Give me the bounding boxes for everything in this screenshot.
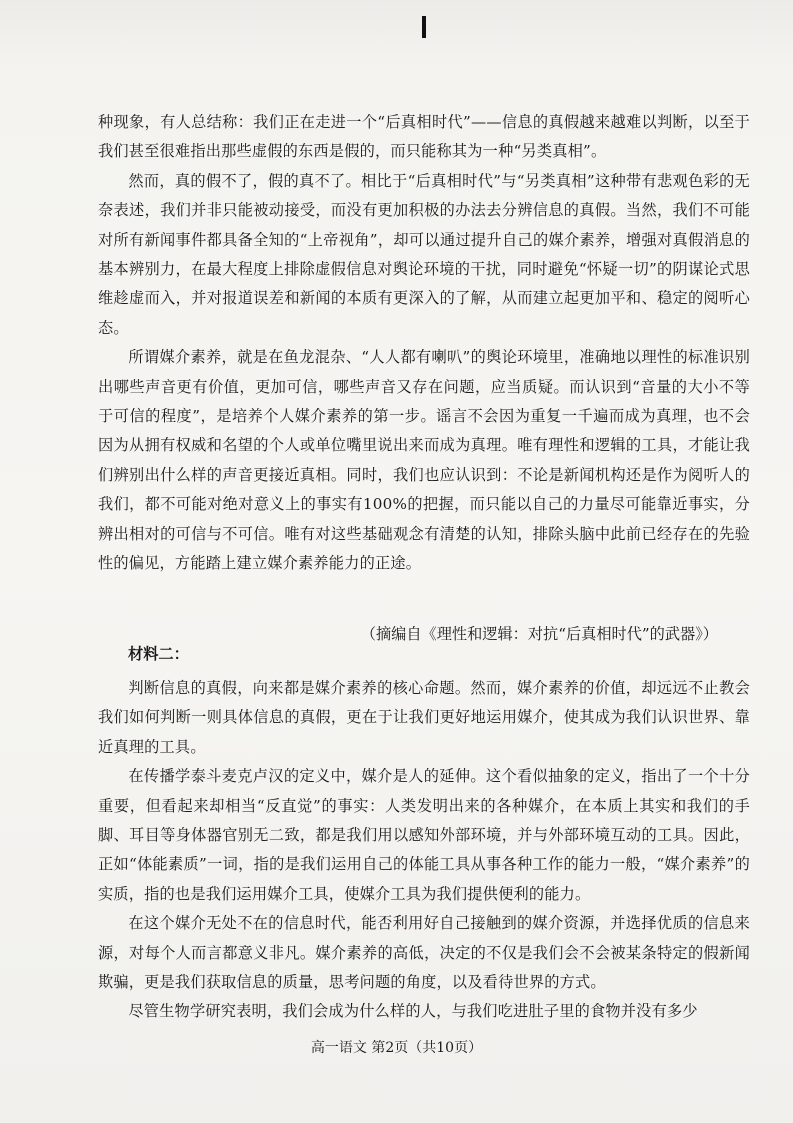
material-two-body — [98, 674, 750, 1027]
material-one-body — [98, 108, 750, 579]
paragraph: 尽管生物学研究表明，我们会成为什么样的人，与我们吃进肚子里的食物并没有多少 — [128, 1002, 698, 1021]
paragraph: 判断信息的真假，向来都是媒介素养的核心命题。然而，媒介素养的价值，却远远不止教会我们如何判断一则具体信息的真假，更在于让我们更好地运用媒介，使其成为我们认识世界、靠近真理的工具。 — [98, 679, 750, 756]
paragraph: 种现象，有人总结称：我们正在走进一个“后真相时代”——信息的真假越来越难以判断，以至于我们甚至很难指出那些虚假的东西是假的，而只能称其为一种“另类真相”。 — [98, 113, 750, 161]
page-footer: 高一语文 第2页（共10页） — [310, 1040, 483, 1056]
paragraph: 所谓媒介素养，就是在鱼龙混杂、“人人都有喇叭”的舆论环境里，准确地以理性的标准识别出哪些声音更有价值，更加可信，哪些声音又存在问题，应当质疑。而认识到“音量的大小不等于可信的程度”，是培养个人媒介素养的第一步。谣言不会因为重复一千遍而成为真理，也不会因为从拥有权威和名望的个人或单位嘴里说出来而成为真理。唯有理性和逻辑的工具，才能让我们辨别出什么样的声音更接近真相。同时，我们也应认识到：不论是新闻机构还是作为阅听人的我们，都不可能对绝对意义上的事实有100%的把握，而只能以自己的力量尽可能靠近事实，分辨出相对的可信与不可信。唯有对这些基础观念有清楚的认知，排除头脑中此前已经存在的先验性的偏见，方能踏上建立媒介素养能力的正途。 — [98, 348, 750, 573]
paragraph: 在这个媒介无处不在的信息时代，能否利用好自己接触到的媒介资源，并选择优质的信息来源，对每个人而言都意义非凡。媒介素养的高低，决定的不仅是我们会不会被某条特定的假新闻欺骗，更是我们获取信息的质量，思考问题的角度，以及看待世界的方式。 — [98, 914, 750, 992]
paragraph: 在传播学泰斗麦克卢汉的定义中，媒介是人的延伸。这个看似抽象的定义，指出了一个十分重要，但看起来却相当“反直觉”的事实：人类发明出来的各种媒介，在本质上其实和我们的手脚、耳目等身体器官别无二致，都是我们用以感知外部环境，并与外部环境互动的工具。因此，正如“体能素质”一词，指的是我们运用自己的体能工具从事各种工作的能力一般，“媒介素养”的实质，指的也是我们运用媒介工具，使媒介工具为我们提供便利的能力。 — [98, 767, 750, 903]
material-two-heading: 材料二： — [128, 645, 189, 663]
source-citation: （摘编自《理性和逻辑：对抗“后真相时代”的武器》） — [360, 625, 718, 643]
paragraph: 然而，真的假不了，假的真不了。相比于“后真相时代”与“另类真相”这种带有悲观色彩的无奈表述，我们并非只能被动接受，而没有更加积极的办法去分辨信息的真假。当然，我们不可能对所有新闻事件都具备全知的“上帝视角”，却可以通过提升自己的媒介素养，增强对真假消息的基本辨别力，在最大程度上排除虚假信息对舆论环境的干扰，同时避免“怀疑一切”的阴谋论式思维趁虚而入，并对报道误差和新闻的本质有更深入的了解，从而建立起更加平和、稳定的阅听心态。 — [98, 171, 750, 337]
binding-mark — [422, 16, 426, 38]
